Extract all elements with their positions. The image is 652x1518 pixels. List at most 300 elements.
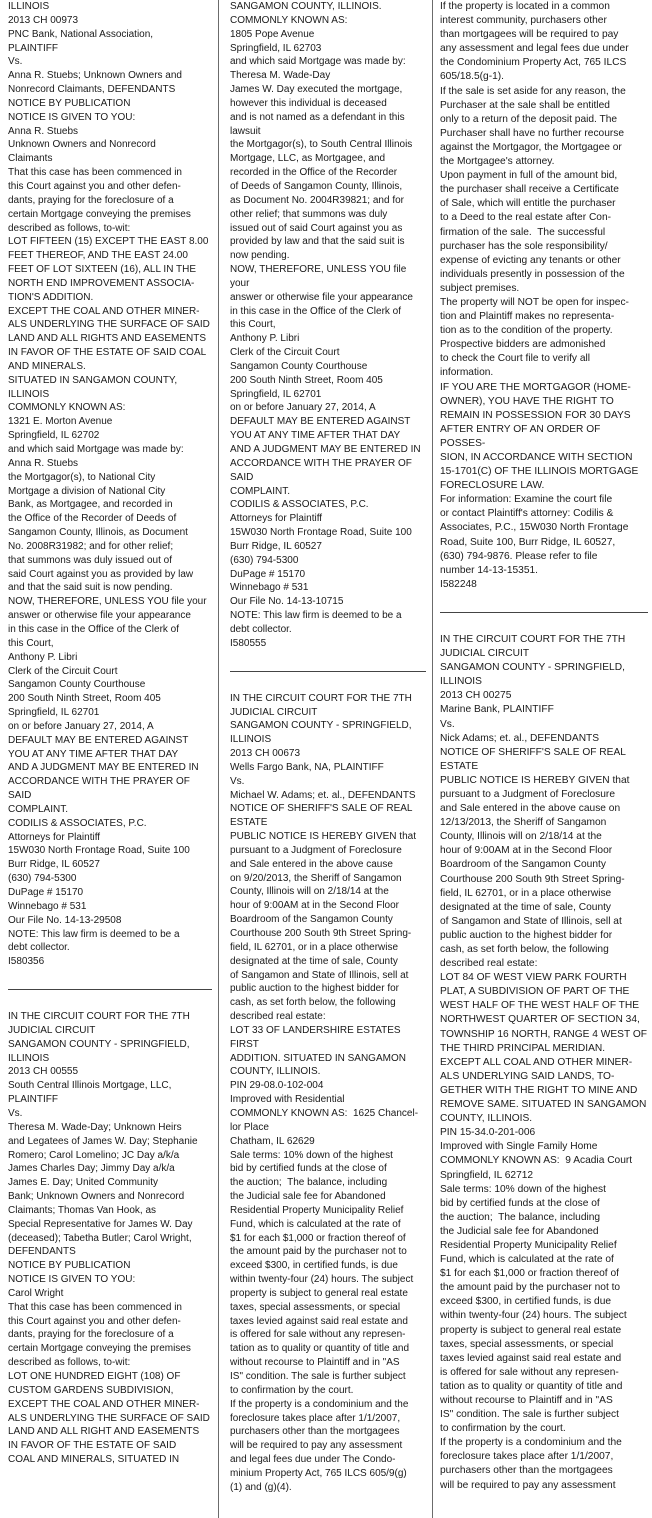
notice-text-line: Anthony P. Libri bbox=[8, 651, 78, 663]
notice-text-line: ILLINOIS bbox=[440, 676, 482, 688]
notice-text-line: to confirmation by the court. bbox=[440, 1423, 566, 1435]
notice-text-line: COMMONLY KNOWN AS: bbox=[8, 402, 126, 414]
notice-text-line: lawsuit bbox=[230, 125, 261, 137]
notice-text-line: Romero; Carol Lomelino; JC Day a/k/a bbox=[8, 1149, 180, 1161]
notice-text-line: ILLINOIS bbox=[230, 734, 272, 746]
legal-notice bbox=[440, 612, 648, 1493]
notice-text-line: Winnebago # 531 bbox=[230, 582, 309, 594]
notice-text-line: NOW, THEREFORE, UNLESS YOU file your bbox=[8, 596, 207, 608]
notice-text-line: DuPage # 15170 bbox=[8, 887, 84, 898]
notice-text-line: on or before January 27, 2014, A bbox=[8, 720, 154, 732]
notice-text-line: COUNTY, ILLINOIS. bbox=[230, 1066, 321, 1078]
notice-text-line: foreclosure takes place after 1/1/2007, bbox=[440, 1451, 614, 1463]
notice-text-line: of Sale, which will entitle the purchaser bbox=[440, 198, 616, 210]
notice-text-line: now pending. bbox=[230, 250, 290, 262]
notice-text-line: Springfield, IL 62701 bbox=[230, 388, 322, 400]
notice-text-line: Sangamon County Courthouse bbox=[8, 679, 146, 691]
notice-text-line: foreclosure takes place after 1/1/2007, bbox=[230, 1412, 401, 1424]
notice-text-line: 12/13/2013, the Sheriff of Sangamon bbox=[440, 817, 607, 829]
notice-text-line: without recourse to Plaintiff and in "AS bbox=[230, 1357, 400, 1369]
notice-text-line: NORTHWEST QUARTER OF SECTION 34, bbox=[440, 1014, 640, 1026]
notice-text-line: Clerk of the Circuit Court bbox=[8, 665, 118, 677]
notice-text-line: the Mortgagor(s), to South Central Illinois bbox=[230, 139, 413, 151]
notice-text-line: I580555 bbox=[230, 637, 267, 649]
notice-text-line: property is subject to general real estate bbox=[440, 1324, 622, 1336]
notice-text-line: tation as to quality or quantity of title and bbox=[230, 1343, 409, 1355]
notice-text-line: ILLINOIS bbox=[8, 388, 50, 400]
notice-text-line: If the property is located in a common bbox=[440, 1, 610, 12]
notice-text-line: NOTICE IS GIVEN TO YOU: bbox=[8, 111, 136, 123]
notice-text-line: 2013 CH 00555 bbox=[8, 1066, 79, 1078]
notice-text-line: 200 South Ninth Street, Room 405 bbox=[8, 693, 161, 705]
notice-text-line: Fund, which is calculated at the rate of bbox=[230, 1218, 401, 1230]
notice-text-line: (630) 794-5300 bbox=[8, 873, 77, 885]
notice-text-line: OWNER), YOU HAVE THE RIGHT TO bbox=[440, 395, 614, 407]
notice-text-line: Theresa M. Wade-Day; Unknown Heirs bbox=[8, 1121, 182, 1133]
notice-text-line: FORECLOSURE LAW. bbox=[440, 480, 545, 492]
notice-text-line: Springfield, IL 62703 bbox=[230, 42, 322, 54]
notice-text-line: CODILIS & ASSOCIATES, P.C. bbox=[8, 817, 147, 829]
notice-text-line: the Judicial sale fee for Abandoned bbox=[230, 1191, 386, 1203]
notice-text-line: ACCORDANCE WITH THE PRAYER OF SAID bbox=[230, 457, 415, 483]
notice-text-line: this Court against you and other defen- bbox=[8, 1315, 181, 1327]
notice-text-line: Associates, P.C., 15W030 North Frontage bbox=[440, 522, 629, 534]
notice-text-line: 2013 CH 00673 bbox=[230, 748, 301, 760]
notice-text-line: of Deeds of Sangamon County, Illinois, bbox=[230, 180, 403, 192]
notice-text-line: property is subject to general real estate bbox=[230, 1287, 408, 1299]
notice-text-line: NOTICE BY PUBLICATION bbox=[8, 1260, 131, 1272]
notice-text-line: bid by certified funds at the close of bbox=[230, 1163, 387, 1175]
notice-text-line: DEFENDANTS bbox=[8, 1246, 76, 1258]
column-3 bbox=[440, 0, 648, 1518]
notice-text-line: IN FAVOR OF THE ESTATE OF SAID bbox=[8, 1440, 177, 1452]
notice-text-line: Sale terms: 10% down of the highest bbox=[230, 1149, 393, 1161]
notice-text-line: designated at the time of sale, County bbox=[440, 901, 612, 913]
notice-text-line: hour of 9:00AM at in the Second Floor bbox=[440, 845, 613, 857]
notice-text-line: NOTE: This law firm is deemed to be a bbox=[230, 610, 402, 622]
notice-text-line: without recourse to Plaintiff and in "AS bbox=[440, 1395, 613, 1406]
notice-text-line: will be required to pay any assessment bbox=[440, 1479, 616, 1491]
notice-text-line: AND A JUDGMENT MAY BE ENTERED IN bbox=[8, 762, 199, 774]
notice-text-line: this Court, bbox=[8, 637, 54, 649]
notice-text-line: For information: Examine the court file bbox=[440, 494, 613, 506]
notice-text-line: $1 for each $1,000 or fraction thereof of bbox=[230, 1232, 406, 1244]
notice-text-line: I582248 bbox=[440, 578, 477, 590]
notice-text-line: to confirmation by the court. bbox=[230, 1384, 354, 1396]
notice-text-line: Courthouse 200 South 9th Street Spring- bbox=[440, 873, 625, 885]
notice-text-line: lor Place bbox=[230, 1121, 269, 1133]
notice-text-line: Anthony P. Libri bbox=[230, 333, 300, 345]
notice-text-line: Sangamon County, Illinois, as Document bbox=[8, 527, 188, 539]
notice-text-line: Bank; Unknown Owners and Nonrecord bbox=[8, 1191, 185, 1203]
notice-text-line: Marine Bank, PLAINTIFF bbox=[440, 704, 554, 716]
notice-text-line: LOT ONE HUNDRED EIGHT (108) OF bbox=[8, 1371, 181, 1382]
notice-text-line: however this individual is deceased bbox=[230, 97, 387, 109]
notice-text-line: purchasers other than the mortgagees bbox=[440, 1465, 613, 1477]
notice-text-line: Mortgage, LLC, as Mortgagee, and bbox=[230, 153, 386, 165]
notice-text-line: tion and Plaintiff makes no representa- bbox=[440, 311, 615, 323]
legal-notice bbox=[8, 0, 212, 969]
notice-text-line: cash, as set forth below, the following bbox=[440, 944, 609, 955]
notice-text-line: PLAT, A SUBDIVISION OF PART OF THE bbox=[440, 986, 630, 998]
notice-text-line: 1805 Pope Avenue bbox=[230, 28, 315, 40]
notice-text-line: IN THE CIRCUIT COURT FOR THE 7TH bbox=[440, 633, 626, 645]
notice-text-line: SANGAMON COUNTY - SPRINGFIELD, bbox=[440, 662, 625, 674]
notice-text-line: as Document No. 2004R39821; and for bbox=[230, 194, 404, 206]
notice-text-line: That this case has been commenced in bbox=[8, 167, 182, 179]
notice-text-line: dants, praying for the foreclosure of a bbox=[8, 194, 174, 206]
notice-text-line: SANGAMON COUNTY - SPRINGFIELD, bbox=[8, 1038, 190, 1050]
notice-text-line: CODILIS & ASSOCIATES, P.C. bbox=[230, 499, 369, 511]
notice-text-line: IF YOU ARE THE MORTGAGOR (HOME- bbox=[440, 381, 631, 393]
notice-text-line: that summons was duly issued out of bbox=[8, 554, 172, 566]
notice-text-line: WEST HALF OF THE WEST HALF OF THE bbox=[440, 1000, 640, 1012]
notice-text-line: exceed $300, in certified funds, is due bbox=[230, 1260, 398, 1272]
notice-text-line: NOW, THEREFORE, UNLESS YOU file your bbox=[230, 264, 410, 289]
notice-text-line: purchasers other than the mortgagees bbox=[230, 1426, 400, 1438]
notice-text-line: Attorneys for Plaintiff bbox=[8, 831, 101, 843]
notice-text-line: James E. Day; United Community bbox=[8, 1177, 159, 1189]
notice-text-line: NOTICE OF SHERIFF'S SALE OF REAL bbox=[230, 803, 413, 815]
notice-text-line: THE THIRD PRINCIPAL MERIDIAN. bbox=[440, 1042, 606, 1054]
notice-text-line: purchaser has the sole responsibility/ bbox=[440, 240, 608, 252]
notice-text-line: any assessment and legal fees due under bbox=[440, 43, 629, 55]
notice-text-line: LOT 84 OF WEST VIEW PARK FOURTH bbox=[440, 972, 627, 984]
notice-text-line: 2013 CH 00973 bbox=[8, 14, 79, 26]
notice-text-line: Claimants; Thomas Van Hook, as bbox=[8, 1204, 157, 1216]
notice-text-line: James W. Day executed the mortgage, bbox=[230, 84, 403, 96]
notice-text-line: PLAINTIFF bbox=[8, 1094, 59, 1106]
notice-text-line: public auction to the highest bidder for bbox=[230, 983, 399, 995]
notice-text-line: Improved with Single Family Home bbox=[440, 1141, 598, 1153]
notice-text-line: 200 South Ninth Street, Room 405 bbox=[230, 374, 383, 386]
notice-text-line: in this case in the Office of the Clerk of bbox=[230, 305, 402, 317]
column-divider bbox=[432, 0, 433, 1518]
notice-text-line: within twenty-four (24) hours. The subject bbox=[230, 1274, 414, 1286]
notice-text-line: SANGAMON COUNTY - SPRINGFIELD, bbox=[230, 720, 412, 732]
notice-text-line: interest community, purchasers other bbox=[440, 15, 607, 27]
notice-text-line: Special Representative for James W. Day bbox=[8, 1218, 193, 1230]
notice-text-line: tation as to quality or quantity of title and bbox=[440, 1380, 623, 1392]
notice-text-line: firmation of the sale. The successful bbox=[440, 226, 606, 238]
notice-text-line: SANGAMON COUNTY, ILLINOIS. bbox=[230, 1, 382, 12]
notice-text-line: taxes levied against said real estate and bbox=[440, 1352, 622, 1364]
notice-text-line: PUBLIC NOTICE IS HEREBY GIVEN that bbox=[230, 831, 416, 843]
notice-text-line: COMMONLY KNOWN AS: 1625 Chancel- bbox=[230, 1107, 419, 1119]
notice-text-line: described as follows, to-wit: bbox=[8, 222, 131, 234]
notice-text-line: Vs. bbox=[8, 1107, 23, 1119]
notice-text-line: IN FAVOR OF THE ESTATE OF SAID COAL bbox=[8, 347, 207, 359]
notice-text-line: cash, as set forth below, the following bbox=[230, 997, 396, 1009]
notice-text-line: PLAINTIFF bbox=[8, 42, 59, 54]
legal-notice bbox=[8, 989, 212, 1467]
notice-text-line: EXCEPT THE COAL AND OTHER MINER- bbox=[8, 305, 200, 317]
notice-text-line: than mortgagees will be required to pay bbox=[440, 29, 619, 41]
notice-text-line: Unknown Owners and Nonrecord bbox=[8, 139, 156, 151]
notice-text-line: (630) 794-5300 bbox=[230, 554, 299, 566]
notice-text-line: to a Deed to the real estate after Con- bbox=[440, 212, 612, 224]
notice-text-line: the purchaser shall receive a Certificate bbox=[440, 184, 619, 196]
notice-text-line: SITUATED IN SANGAMON COUNTY, bbox=[8, 374, 178, 386]
notice-text-line: Springfield, IL 62712 bbox=[440, 1169, 534, 1181]
notice-text-line: NOTICE BY PUBLICATION bbox=[8, 97, 131, 109]
notice-text-line: Springfield, IL 62702 bbox=[8, 430, 100, 442]
notice-text-line: described real estate: bbox=[230, 1011, 326, 1023]
notice-text-line: 1321 E. Morton Avenue bbox=[8, 416, 113, 428]
notice-text-line: AND MINERALS. bbox=[8, 360, 86, 372]
notice-text-line: the auction; The balance, including bbox=[440, 1211, 601, 1223]
notice-text-line: EXCEPT THE COAL AND OTHER MINER- bbox=[8, 1398, 200, 1410]
notice-text-line: LOT FIFTEEN (15) EXCEPT THE EAST 8.00 bbox=[8, 236, 209, 248]
notice-text-line: and Legatees of James W. Day; Stephanie bbox=[8, 1135, 198, 1147]
notice-text-line: YOU AT ANY TIME AFTER THAT DAY bbox=[8, 748, 179, 760]
notice-text-line: TOWNSHIP 16 NORTH, RANGE 4 WEST OF bbox=[440, 1028, 647, 1040]
notice-text-line: and legal fees due under The Condo- bbox=[230, 1454, 396, 1466]
notice-text-line: GETHER WITH THE RIGHT TO MINE AND bbox=[440, 1084, 638, 1096]
notice-text-line: LOT 33 OF LANDERSHIRE ESTATES FIRST bbox=[230, 1024, 404, 1050]
notice-text-line: ILLINOIS bbox=[8, 1052, 50, 1064]
notice-text-line: Sale terms: 10% down of the highest bbox=[440, 1183, 606, 1195]
notice-text-line: PUBLIC NOTICE IS HEREBY GIVEN that bbox=[440, 774, 630, 786]
notice-text-line: AND A JUDGMENT MAY BE ENTERED IN bbox=[230, 444, 421, 455]
notice-text-line: Vs. bbox=[440, 718, 455, 730]
notice-text-line: certain Mortgage conveying the premises bbox=[8, 1343, 191, 1355]
column-2 bbox=[230, 0, 426, 1518]
notice-text-line: public auction to the highest bidder for bbox=[440, 929, 613, 941]
notice-text-line: this Court, bbox=[230, 319, 276, 331]
notice-text-line: bid by certified funds at the close of bbox=[440, 1197, 600, 1209]
column-1 bbox=[8, 0, 212, 1518]
notice-text-line: LAND AND ALL RIGHT AND EASEMENTS bbox=[8, 1426, 200, 1438]
notice-text-line: other relief; that summons was duly bbox=[230, 208, 388, 220]
notice-text-line: If the sale is set aside for any reason, the bbox=[440, 85, 626, 97]
notice-text-line: exceed $300, in certified funds, is due bbox=[440, 1296, 612, 1308]
notice-text-line: is offered for sale without any represen- bbox=[440, 1366, 619, 1378]
notice-text-line: 15-1701(C) OF THE ILLINOIS MORTGAGE bbox=[440, 466, 639, 478]
notice-text-line: Nick Adams; et. al., DEFENDANTS bbox=[440, 732, 600, 744]
notice-text-line: County, Illinois will on 2/18/14 at the bbox=[230, 886, 389, 898]
notice-text-line: JUDICIAL CIRCUIT bbox=[230, 706, 318, 718]
notice-text-line: Mortgage a division of National City bbox=[8, 485, 166, 497]
notice-text-line: Theresa M. Wade-Day bbox=[230, 70, 331, 82]
notice-text-line: FEET OF LOT SIXTEEN (16), ALL IN THE bbox=[8, 264, 197, 276]
notice-text-line: the amount paid by the purchaser not to bbox=[230, 1246, 407, 1258]
notice-text-line: South Central Illinois Mortgage, LLC, bbox=[8, 1080, 172, 1092]
notice-text-line: County, Illinois will on 2/18/14 at the bbox=[440, 831, 602, 843]
notice-text-line: minium Property Act, 765 ILCS 605/9(g) bbox=[230, 1467, 407, 1479]
notice-text-line: 15W030 North Frontage Road, Suite 100 bbox=[8, 845, 190, 857]
notice-text-line: expense of evicting any tenants or other bbox=[440, 254, 621, 266]
notice-text-line: Clerk of the Circuit Court bbox=[230, 347, 340, 359]
notice-text-line: YOU AT ANY TIME AFTER THAT DAY bbox=[230, 430, 401, 442]
notice-text-line: this Court against you and other defen- bbox=[8, 180, 181, 192]
notice-text-line: ALS UNDERLYING THE SURFACE OF SAID bbox=[8, 1412, 210, 1424]
notice-text-line: tion as to the condition of the property. bbox=[440, 325, 613, 337]
notice-text-line: Boardroom of the Sangamon County bbox=[440, 859, 606, 871]
notice-text-line: or contact Plaintiff's attorney: Codilis & bbox=[440, 508, 614, 520]
notice-text-line: Vs. bbox=[8, 56, 23, 68]
notice-text-line: Residential Property Municipality Relief bbox=[230, 1204, 404, 1216]
notice-text-line: SION, IN ACCORDANCE WITH SECTION bbox=[440, 452, 633, 463]
notice-text-line: COAL AND MINERALS, SITUATED IN bbox=[8, 1454, 180, 1466]
notice-text-line: If the property is a condominium and the bbox=[230, 1398, 409, 1410]
notice-text-line: and is not named as a defendant in this bbox=[230, 111, 405, 123]
notice-text-line: of Sangamon and State of Illinois, sell at bbox=[230, 969, 409, 981]
notice-text-line: COUNTY, ILLINOIS. bbox=[440, 1113, 533, 1125]
notice-text-line: Purchaser at the sale shall be entitled bbox=[440, 99, 610, 111]
notice-text-line: debt collector. bbox=[230, 623, 292, 635]
notice-text-line: DEFAULT MAY BE ENTERED AGAINST bbox=[230, 416, 411, 428]
notice-text-line: individuals presently in possession of the bbox=[440, 268, 625, 280]
notice-text-line: $1 for each $1,000 or fraction thereof of bbox=[440, 1268, 619, 1280]
notice-text-line: provided by law and that the said suit is bbox=[230, 236, 405, 248]
notice-text-line: to check the Court file to verify all bbox=[440, 353, 591, 365]
notice-text-line: ACCORDANCE WITH THE PRAYER OF SAID bbox=[8, 776, 193, 802]
notice-text-line: IN THE CIRCUIT COURT FOR THE 7TH bbox=[8, 1011, 190, 1023]
notice-text-line: and Sale entered in the above cause bbox=[230, 858, 393, 870]
notice-text-line: Courthouse 200 South 9th Street Spring- bbox=[230, 928, 412, 939]
notice-text-line: Wells Fargo Bank, NA, PLAINTIFF bbox=[230, 761, 384, 773]
notice-text-line: NOTICE IS GIVEN TO YOU: bbox=[8, 1274, 136, 1286]
notice-text-line: in this case in the Office of the Clerk of bbox=[8, 623, 180, 635]
notice-text-line: said Court against you as provided by law bbox=[8, 568, 194, 580]
notice-text-line: Chatham, IL 62629 bbox=[230, 1135, 315, 1147]
notice-text-line: Anna R. Stuebs bbox=[8, 125, 79, 137]
notice-text-line: the auction; The balance, including bbox=[230, 1177, 388, 1189]
notice-text-line: REMAIN IN POSSESSION FOR 30 DAYS bbox=[440, 409, 631, 421]
notice-text-line: No. 2008R31982; and for other relief; bbox=[8, 540, 174, 552]
notice-text-line: Boardroom of the Sangamon County bbox=[230, 914, 393, 926]
notice-text-line: will be required to pay any assessment bbox=[230, 1440, 403, 1452]
notice-text-line: 605/18.5(g-1). bbox=[440, 71, 504, 83]
notice-text-line: Burr Ridge, IL 60527 bbox=[8, 859, 100, 871]
notice-text-line: Purchaser shall have no further recourse bbox=[440, 127, 625, 139]
notice-text-line: field, IL 62701, or in a place otherwise bbox=[230, 941, 399, 953]
notice-text-line: debt collector. bbox=[8, 942, 70, 954]
notice-text-line: the Mortgagor(s), to National City bbox=[8, 471, 156, 483]
notice-text-line: ESTATE bbox=[230, 817, 268, 829]
notice-text-line: the amount paid by the purchaser not to bbox=[440, 1282, 621, 1294]
notice-text-line: information. bbox=[440, 367, 494, 379]
legal-notice bbox=[230, 0, 426, 651]
notice-text-line: AFTER ENTRY OF AN ORDER OF POSSES- bbox=[440, 423, 604, 449]
notice-text-line: ILLINOIS bbox=[8, 1, 50, 12]
notice-text-line: Fund, which is calculated at the rate of bbox=[440, 1254, 614, 1266]
notice-text-line: Burr Ridge, IL 60527 bbox=[230, 540, 322, 552]
notice-text-line: ESTATE bbox=[440, 760, 479, 772]
notice-text-line: answer or otherwise file your appearance bbox=[230, 291, 413, 303]
notice-text-line: NORTH END IMPROVEMENT ASSOCIA- bbox=[8, 277, 195, 289]
notice-text-line: Attorneys for Plaintiff bbox=[230, 513, 323, 525]
notice-text-line: 15W030 North Frontage Road, Suite 100 bbox=[230, 527, 412, 539]
notice-text-line: REMOVE SAME. SITUATED IN SANGAMON bbox=[440, 1099, 647, 1111]
notice-text-line: NOTICE OF SHERIFF'S SALE OF REAL bbox=[440, 746, 626, 758]
notice-text-line: against the Mortgagor, the Mortgagee or bbox=[440, 141, 622, 153]
notice-text-line: taxes levied against said real estate and bbox=[230, 1315, 408, 1327]
notice-text-line: COMPLAINT. bbox=[8, 803, 69, 815]
notice-text-line: is offered for sale without any represen- bbox=[230, 1329, 406, 1341]
notice-text-line: described as follows, to-wit: bbox=[8, 1357, 131, 1369]
notice-text-line: described real estate: bbox=[440, 958, 538, 970]
notice-text-line: (1) and (g)(4). bbox=[230, 1481, 292, 1493]
notice-text-line: COMPLAINT. bbox=[230, 485, 291, 497]
notice-text-line: DEFAULT MAY BE ENTERED AGAINST bbox=[8, 734, 189, 746]
notice-text-line: Vs. bbox=[230, 775, 245, 787]
notice-text-line: JUDICIAL CIRCUIT bbox=[8, 1024, 96, 1036]
notice-text-line: IS" condition. The sale is further subject bbox=[230, 1371, 406, 1382]
notice-text-line: Bank, as Mortgagee, and recorded in bbox=[8, 499, 173, 511]
legal-notice bbox=[440, 0, 648, 592]
notice-text-line: pursuant to a Judgment of Foreclosure bbox=[440, 788, 615, 800]
notice-text-line: Residential Property Municipality Relief bbox=[440, 1239, 617, 1251]
notice-text-line: Springfield, IL 62701 bbox=[8, 707, 100, 719]
notice-text-line: FEET THEREOF, AND THE EAST 24.00 bbox=[8, 250, 188, 262]
notice-text-line: Improved with Residential bbox=[230, 1094, 345, 1106]
notice-text-line: answer or otherwise file your appearance bbox=[8, 610, 191, 622]
notice-text-line: on or before January 27, 2014, A bbox=[230, 402, 376, 414]
notice-text-line: PNC Bank, National Association, bbox=[8, 28, 154, 40]
notice-text-line: COMMONLY KNOWN AS: 9 Acadia Court bbox=[440, 1155, 633, 1167]
notice-text-line: ALS UNDERLYING SAID LANDS, TO- bbox=[440, 1070, 615, 1082]
notice-text-line: The property will NOT be open for inspec- bbox=[440, 296, 629, 308]
notice-text-line: NOTE: This law firm is deemed to be a bbox=[8, 928, 180, 940]
notice-text-line: 2013 CH 00275 bbox=[440, 690, 512, 702]
notice-text-line: (630) 794-9876. Please refer to file bbox=[440, 550, 598, 562]
notice-text-line: the Condominium Property Act, 765 ILCS bbox=[440, 57, 627, 69]
notice-text-line: Nonrecord Claimants, DEFENDANTS bbox=[8, 84, 176, 96]
legal-notice bbox=[230, 671, 426, 1495]
notice-text-line: recorded in the Office of the Recorder bbox=[230, 167, 398, 179]
notice-text-line: Michael W. Adams; et. al., DEFENDANTS bbox=[230, 789, 416, 801]
notice-text-line: certain Mortgage conveying the premises bbox=[8, 208, 191, 220]
notice-text-line: on 9/20/2013, the Sheriff of Sangamon bbox=[230, 872, 402, 884]
notice-text-line: dants, praying for the foreclosure of a bbox=[8, 1329, 174, 1341]
notice-text-line: CUSTOM GARDENS SUBDIVISION, bbox=[8, 1384, 174, 1396]
notice-text-line: LAND AND ALL RIGHTS AND EASEMENTS bbox=[8, 333, 207, 345]
notice-text-line: ADDITION. SITUATED IN SANGAMON bbox=[230, 1052, 406, 1064]
notice-text-line: Claimants bbox=[8, 153, 53, 165]
notice-text-line: Prospective bidders are admonished bbox=[440, 339, 606, 351]
notice-text-line: Our File No. 14-13-29508 bbox=[8, 914, 122, 926]
notice-text-line: the Office of the Recorder of Deeds of bbox=[8, 513, 177, 525]
notice-text-line: JUDICIAL CIRCUIT bbox=[440, 648, 530, 660]
notice-text-line: and which said Mortgage was made by: bbox=[8, 444, 184, 455]
notice-text-line: taxes, special assessments, or special bbox=[440, 1338, 614, 1350]
notice-text-line: Sangamon County Courthouse bbox=[230, 360, 368, 372]
notice-text-line: (deceased); Tabetha Butler; Carol Wright, bbox=[8, 1232, 192, 1244]
notice-text-line: Winnebago # 531 bbox=[8, 900, 87, 912]
notice-text-line: Anna R. Stuebs bbox=[8, 457, 79, 469]
notice-text-line: only to a return of the deposit paid. The bbox=[440, 113, 618, 125]
notice-text-line: IS" condition. The sale is further subject bbox=[440, 1409, 619, 1421]
notice-text-line: the Judicial sale fee for Abandoned bbox=[440, 1225, 599, 1237]
notice-text-line: within twenty-four (24) hours. The subject bbox=[440, 1310, 627, 1322]
notice-text-line: Upon payment in full of the amount bid, bbox=[440, 170, 618, 182]
notice-text-line: James Charles Day; Jimmy Day a/k/a bbox=[8, 1163, 175, 1175]
notice-text-line: COMMONLY KNOWN AS: bbox=[230, 14, 348, 26]
notice-text-line: of Sangamon and State of Illinois, sell at bbox=[440, 915, 622, 927]
notice-text-line: Road, Suite 100, Burr Ridge, IL 60527, bbox=[440, 536, 616, 548]
notice-text-line: ALS UNDERLYING THE SURFACE OF SAID bbox=[8, 319, 210, 331]
notice-text-line: subject premises. bbox=[440, 282, 520, 294]
notice-text-line: pursuant to a Judgment of Foreclosure bbox=[230, 844, 402, 856]
notice-text-line: TION'S ADDITION. bbox=[8, 291, 94, 303]
notice-text-line: Carol Wright bbox=[8, 1287, 64, 1299]
notice-text-line: That this case has been commenced in bbox=[8, 1301, 182, 1313]
notice-text-line: PIN 29-08.0-102-004 bbox=[230, 1080, 324, 1092]
notice-text-line: designated at the time of sale, County bbox=[230, 955, 398, 967]
notice-text-line: issued out of said Court against you as bbox=[230, 222, 403, 234]
